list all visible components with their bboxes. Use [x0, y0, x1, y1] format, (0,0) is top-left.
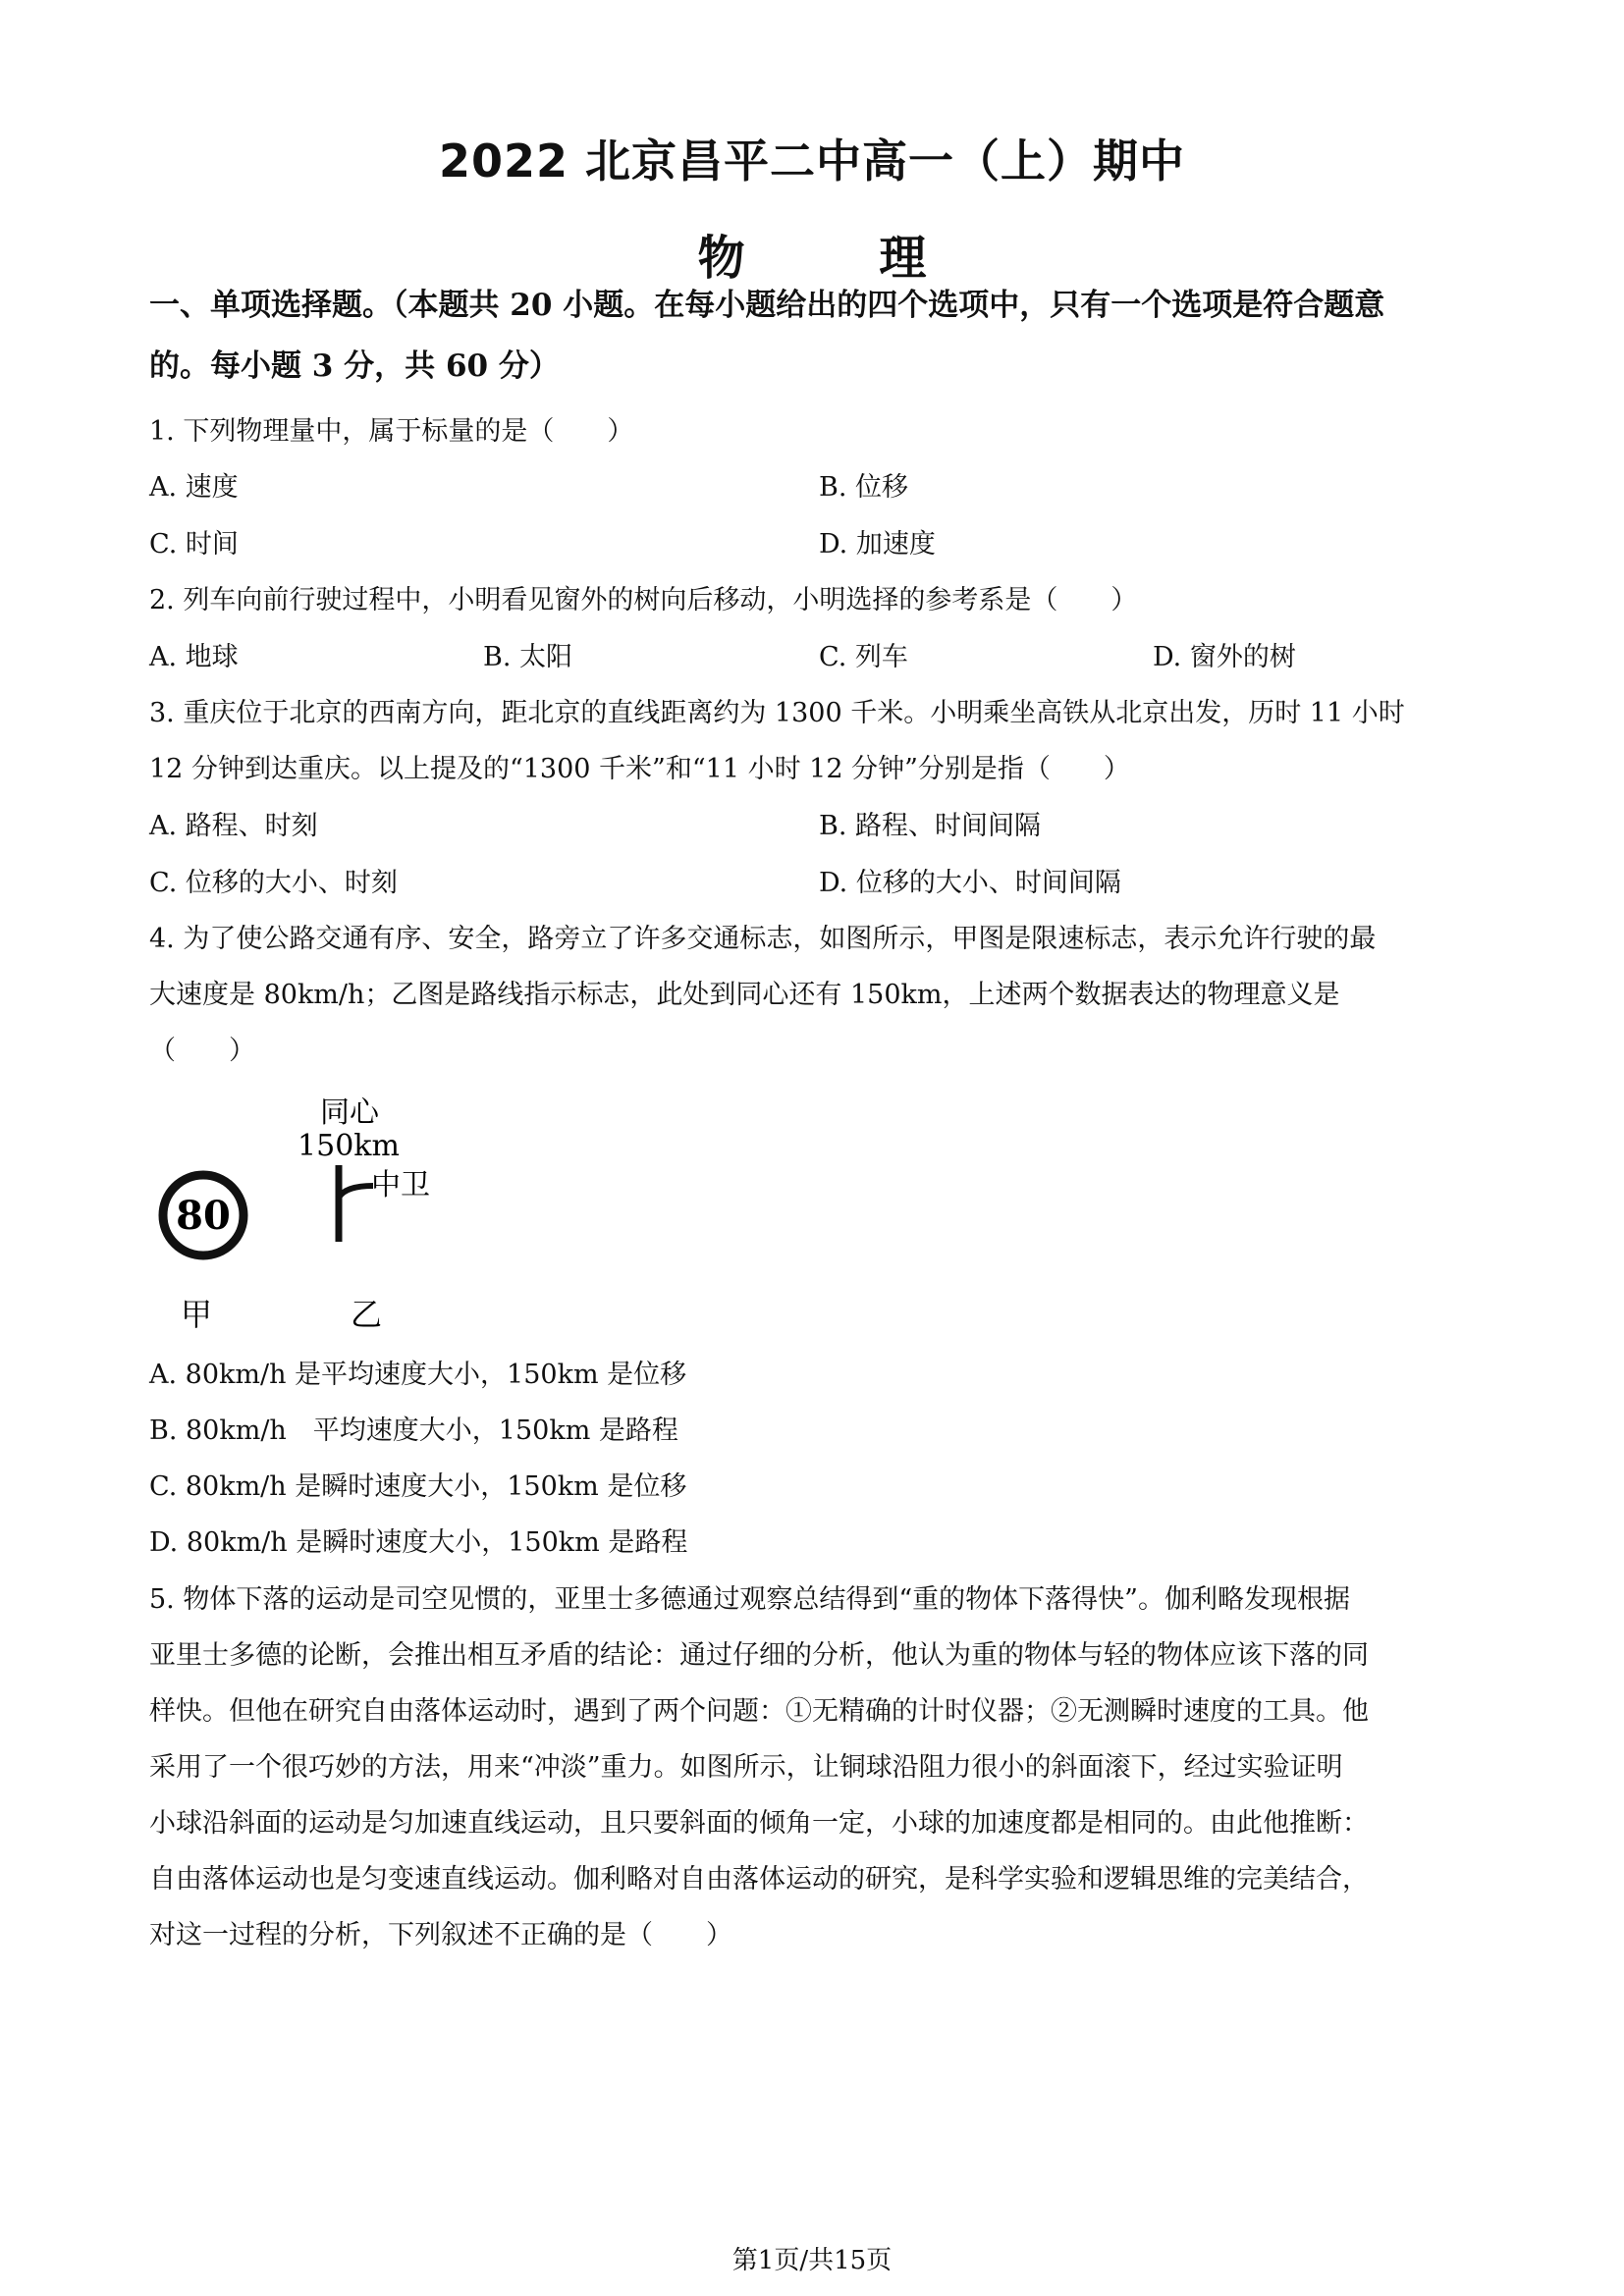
exam-title: 2022 北京昌平二中高一（上）期中: [438, 134, 1186, 187]
question-2-option-c: C. 列车: [819, 642, 908, 672]
question-3-stem-line-1: 3. 重庆位于北京的西南方向，距北京的直线距离约为 1300 千米。小明乘坐高铁从北京出发，历时 11 小时: [149, 698, 1405, 728]
section-heading-line-1: 一、单项选择题。（本题共 20 小题。在每小题给出的四个选项中，只有一个选项是符合题意: [149, 288, 1385, 323]
question-2-option-d: D. 窗外的树: [1153, 642, 1296, 672]
question-4-stem-line-3: （ ）: [149, 1036, 255, 1066]
question-2-option-a: A. 地球: [149, 642, 239, 672]
question-3-option-b: B. 路程、时间间隔: [819, 811, 1042, 841]
figure-label-yi: 乙: [350, 1296, 383, 1333]
page-number: 第1页/共15页: [731, 2246, 893, 2275]
question-1-option-c: C. 时间: [149, 529, 239, 560]
question-1-option-d: D. 加速度: [819, 529, 936, 560]
direction-side-label: 中卫: [371, 1168, 430, 1202]
figure-label-jia: 甲: [180, 1296, 213, 1333]
question-4-option-d: D. 80km/h 是瞬时速度大小，150km 是路程: [149, 1527, 688, 1558]
speed-limit-sign: [163, 1175, 244, 1255]
question-2-option-b: B. 太阳: [483, 642, 573, 672]
subject-title: 物 理: [697, 231, 986, 286]
traffic-sign-figure: [137, 1080, 471, 1345]
question-5-stem-line-6: 自由落体运动也是匀变速直线运动。伽利略对自由落体运动的研究，是科学实验和逻辑思维的完美结合，: [149, 1864, 1369, 1895]
question-5-stem-line-2: 亚里士多德的论断，会推出相互矛盾的结论：通过仔细的分析，他认为重的物体与轻的物体应该下落的同: [149, 1640, 1369, 1671]
direction-top-label: 同心: [320, 1095, 379, 1130]
question-5-stem-line-4: 采用了一个很巧妙的方法，用来“冲淡”重力。如图所示，让铜球沿阻力很小的斜面滚下，经过实验证明: [149, 1752, 1343, 1783]
question-5-stem-line-1: 5. 物体下落的运动是司空见惯的，亚里士多德通过观察总结得到“重的物体下落得快”。伽利略发现根据: [149, 1584, 1350, 1615]
question-5-stem-line-3: 样快。但他在研究自由落体运动时，遇到了两个问题：①无精确的计时仪器；②无测瞬时速度的工具。他: [149, 1696, 1369, 1727]
question-3-stem-line-2: 12 分钟到达重庆。以上提及的“1300 千米”和“11 小时 12 分钟”分别是指（ ）: [149, 754, 1130, 784]
question-5-stem-line-7: 对这一过程的分析，下列叙述不正确的是（ ）: [149, 1920, 732, 1950]
question-5-stem-line-5: 小球沿斜面的运动是匀加速直线运动，且只要斜面的倾角一定，小球的加速度都是相同的。由此他推断：: [149, 1808, 1369, 1839]
direction-distance-label: 150km: [298, 1129, 400, 1163]
section-heading: [149, 275, 1485, 397]
section-heading-line-2: 的。每小题 3 分，共 60 分）: [149, 348, 560, 384]
question-1-option-a: A. 速度: [149, 472, 239, 503]
question-4-option-c: C. 80km/h 是瞬时速度大小，150km 是位移: [149, 1471, 687, 1502]
question-2-stem: 2. 列车向前行驶过程中，小明看见窗外的树向后移动，小明选择的参考系是（ ）: [149, 585, 1138, 615]
question-3-option-d: D. 位移的大小、时间间隔: [819, 868, 1121, 898]
speed-limit-value: 80: [176, 1193, 231, 1239]
question-4-option-b: B. 80km/h 平均速度大小，150km 是路程: [149, 1415, 678, 1446]
question-1-option-b: B. 位移: [819, 472, 909, 503]
question-3-option-c: C. 位移的大小、时刻: [149, 868, 398, 898]
question-4-stem-line-2: 大速度是 80km/h；乙图是路线指示标志，此处到同心还有 150km，上述两个数据表达的物理意义是: [149, 980, 1340, 1010]
question-4-stem-line-1: 4. 为了使公路交通有序、安全，路旁立了许多交通标志，如图所示，甲图是限速标志，表示允许行驶的最: [149, 924, 1377, 954]
question-4-option-a: A. 80km/h 是平均速度大小，150km 是位移: [149, 1360, 687, 1390]
direction-sign: [298, 1095, 430, 1242]
question-1-stem: 1. 下列物理量中，属于标量的是（ ）: [149, 416, 634, 447]
question-3-option-a: A. 路程、时刻: [149, 811, 318, 841]
